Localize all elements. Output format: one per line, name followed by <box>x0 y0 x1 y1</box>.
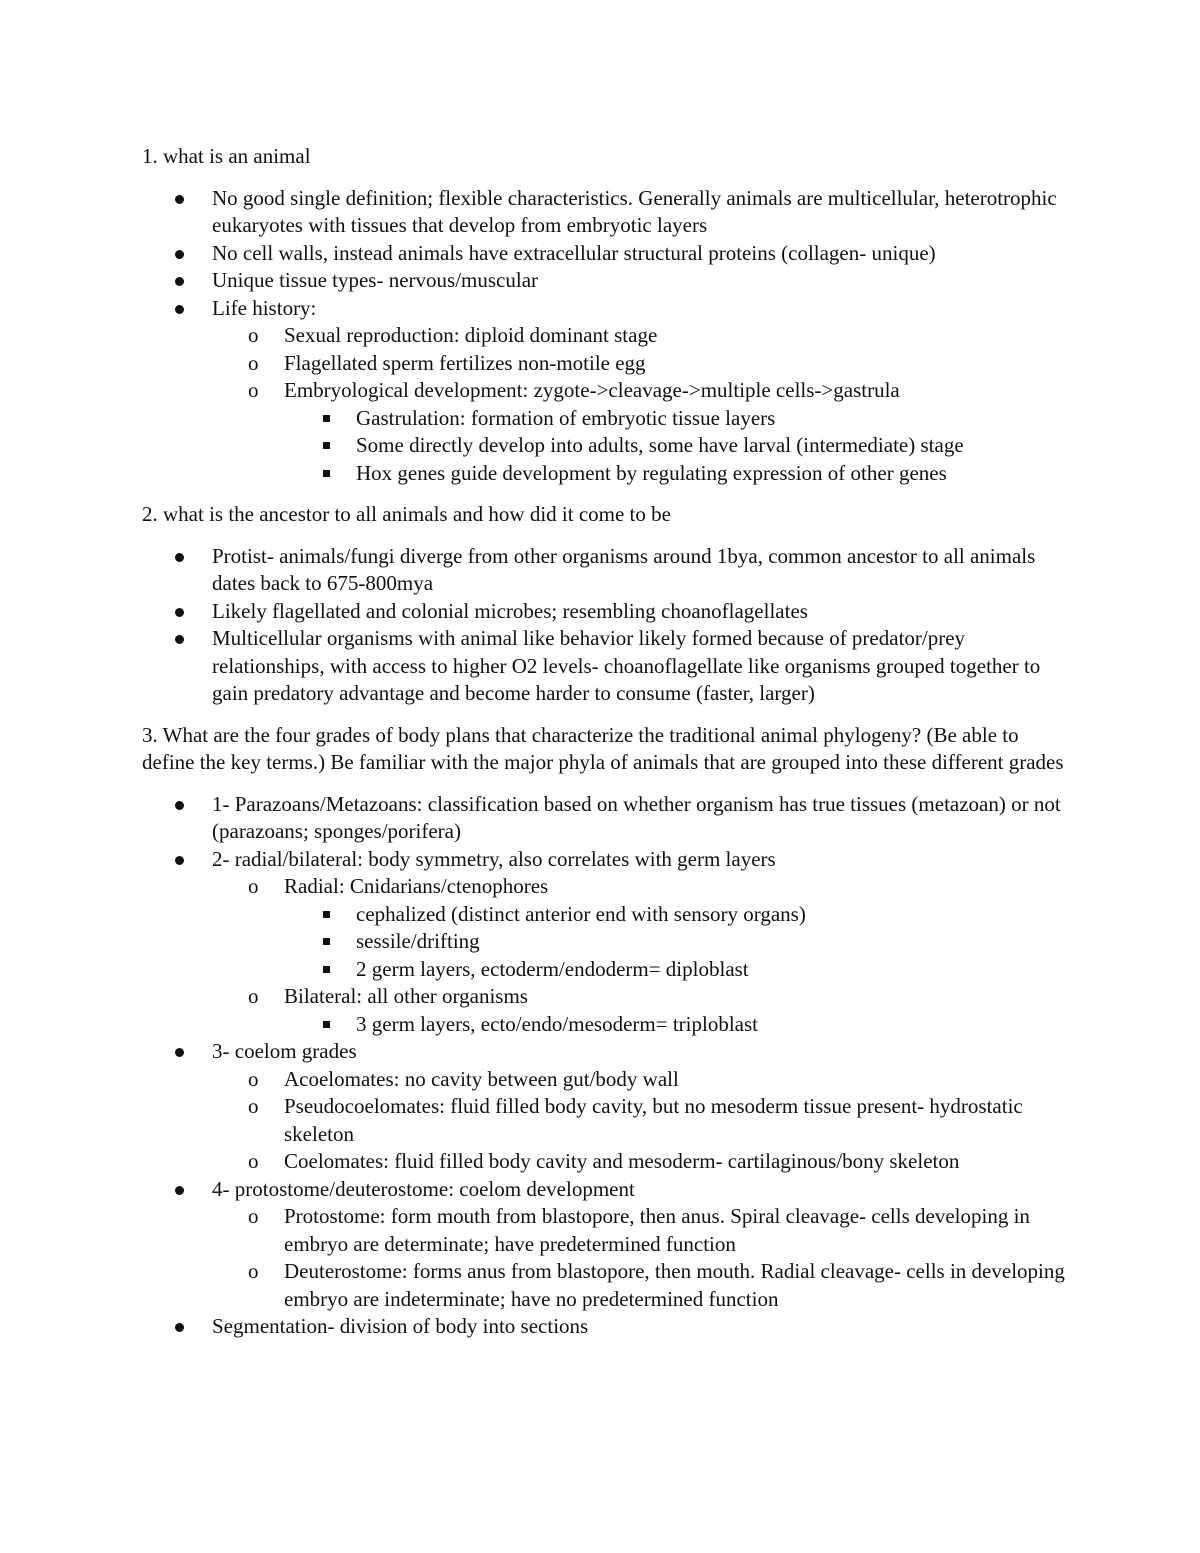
bullet-dot-icon <box>175 305 184 314</box>
list-item-text: 2 germ layers, ectoderm/endoderm= diploblast <box>356 956 749 981</box>
bullet-dot-icon <box>175 1323 184 1332</box>
list-item <box>212 377 1072 487</box>
list-item-text: Some directly develop into adults, some have larval (intermediate) stage <box>356 433 964 457</box>
study-guide-content <box>142 143 1072 1355</box>
list-item-text: Segmentation- division of body into sections <box>212 1314 589 1338</box>
list-item-text: Flagellated sperm fertilizes non-motile egg <box>284 350 646 375</box>
question-heading: 2. what is the ancestor to all animals and how did it come to be <box>142 502 671 526</box>
list-item <box>142 1176 1072 1314</box>
list-item <box>142 1038 1072 1176</box>
list-item-text: No cell walls, instead animals have extracellular structural proteins (collagen- unique) <box>212 240 936 265</box>
bullet-list-level-3 <box>354 901 1072 984</box>
list-item-text: Gastrulation: formation of embryotic tissue layers <box>356 405 776 430</box>
list-item-text: Embryological development: zygote->cleavage->multiple cells->gastrula <box>284 378 900 402</box>
bullet-circle-icon: o <box>248 984 259 1008</box>
bullet-dot-icon <box>175 277 184 286</box>
list-item-text: 2- radial/bilateral: body symmetry, also correlates with germ layers <box>212 846 776 871</box>
list-item <box>142 846 1072 1039</box>
bullet-circle-icon: o <box>248 323 259 347</box>
list-item <box>284 901 1072 929</box>
bullet-circle-icon: o <box>248 1204 259 1228</box>
bullet-list-level-2 <box>248 873 1072 1038</box>
bullet-circle-icon: o <box>248 1259 259 1283</box>
question-heading: 3. What are the four grades of body plans that characterize the traditional animal phylogeny? (Be able to define the key terms.) Be familiar with the major phyla of animals that are grouped into these different grades <box>142 722 1064 774</box>
bullet-square-icon <box>323 938 330 945</box>
bullet-square-icon <box>323 911 330 918</box>
list-item <box>212 350 1072 378</box>
bullet-list-level-2 <box>248 1066 1072 1176</box>
list-item <box>284 928 1072 956</box>
bullet-square-icon <box>323 442 330 449</box>
list-item <box>142 240 1072 268</box>
list-item <box>284 460 1072 488</box>
bullet-dot-icon <box>175 250 184 259</box>
bullet-circle-icon: o <box>248 874 259 898</box>
bullet-list-level-3 <box>354 1011 1072 1039</box>
question-heading: 1. what is an animal <box>142 144 311 168</box>
bullet-circle-icon: o <box>248 1149 259 1173</box>
list-item <box>142 185 1072 240</box>
list-item <box>212 1093 1072 1148</box>
list-item <box>212 983 1072 1038</box>
list-item <box>284 432 1072 460</box>
list-item-text: Pseudocoelomates: fluid filled body cavity, but no mesoderm tissue present- hydrostatic skeleton <box>284 1094 1023 1146</box>
list-item-text: Acoelomates: no cavity between gut/body wall <box>284 1066 679 1091</box>
bullet-square-icon <box>323 415 330 422</box>
list-item <box>212 1148 1072 1176</box>
bullet-square-icon <box>323 1021 330 1028</box>
list-item-text: No good single definition; flexible characteristics. Generally animals are multicellular, heterotrophic eukaryotes with tissues that develop from embryotic layers <box>212 185 1057 237</box>
list-item <box>212 1066 1072 1094</box>
list-item <box>212 1258 1072 1313</box>
bullet-list-level-1 <box>142 185 1072 488</box>
list-item-text: cephalized (distinct anterior end with sensory organs) <box>356 901 806 926</box>
list-item <box>142 791 1072 846</box>
list-item <box>284 1011 1072 1039</box>
bullet-list-level-3 <box>354 405 1072 488</box>
list-item <box>142 1313 1072 1341</box>
bullet-circle-icon: o <box>248 1094 259 1118</box>
list-item-text: Bilateral: all other organisms <box>284 984 528 1008</box>
list-item-text: Multicellular organisms with animal like behavior likely formed because of predator/prey relationships, with access to higher O2 levels- choanoflagellate like organisms grouped together to gain predatory advantage and become harder to consume (faster, larger) <box>212 626 1041 705</box>
list-item <box>142 267 1072 295</box>
bullet-dot-icon <box>175 608 184 617</box>
list-item-text: Radial: Cnidarians/ctenophores <box>284 874 549 898</box>
list-item-text: sessile/drifting <box>356 929 480 953</box>
list-item-text: 4- protostome/deuterostome: coelom development <box>212 1176 635 1201</box>
list-item <box>142 295 1072 488</box>
list-item-text: 3 germ layers, ecto/endo/mesoderm= triploblast <box>356 1011 758 1036</box>
bullet-square-icon <box>323 966 330 973</box>
list-item-text: 3- coelom grades <box>212 1039 357 1063</box>
bullet-list-level-1 <box>142 791 1072 1341</box>
list-item-text: 1- Parazoans/Metazoans: classification based on whether organism has true tissues (metazoan) or not (parazoans; sponges/porifera) <box>212 791 1061 843</box>
list-item-text: Sexual reproduction: diploid dominant stage <box>284 323 658 347</box>
bullet-dot-icon <box>175 1186 184 1195</box>
bullet-dot-icon <box>175 801 184 810</box>
list-item-text: Life history: <box>212 295 317 320</box>
list-item-text: Protist- animals/fungi diverge from other organisms around 1bya, common ancestor to all animals dates back to 675-800mya <box>212 543 1036 595</box>
bullet-list-level-2 <box>248 322 1072 487</box>
bullet-dot-icon <box>175 195 184 204</box>
list-item <box>284 405 1072 433</box>
bullet-list-level-1 <box>142 543 1072 708</box>
list-item-text: Hox genes guide development by regulating expression of other genes <box>356 460 947 485</box>
list-item-text: Likely flagellated and colonial microbes; resembling choanoflagellates <box>212 598 808 623</box>
bullet-circle-icon: o <box>248 1066 259 1091</box>
list-item <box>212 1203 1072 1258</box>
bullet-dot-icon <box>175 635 184 644</box>
list-item-text: Coelomates: fluid filled body cavity and mesoderm- cartilaginous/bony skeleton <box>284 1149 960 1173</box>
list-item <box>284 956 1072 984</box>
list-item-text: Unique tissue types- nervous/muscular <box>212 268 539 292</box>
list-item-text: Deuterostome: forms anus from blastopore, then mouth. Radial cleavage- cells in developing embryo are indeterminate; have no predetermined function <box>284 1259 1065 1311</box>
list-item-text: Protostome: form mouth from blastopore, then anus. Spiral cleavage- cells developing in embryo are determinate; have predetermined function <box>284 1204 1030 1256</box>
bullet-square-icon <box>323 470 330 477</box>
list-item <box>142 598 1072 626</box>
list-item <box>212 322 1072 350</box>
bullet-dot-icon <box>175 856 184 865</box>
list-item <box>212 873 1072 983</box>
bullet-circle-icon: o <box>248 350 259 375</box>
bullet-dot-icon <box>175 553 184 562</box>
bullet-dot-icon <box>175 1048 184 1057</box>
bullet-circle-icon: o <box>248 378 259 402</box>
list-item <box>142 625 1072 708</box>
bullet-list-level-2 <box>248 1203 1072 1313</box>
list-item <box>142 543 1072 598</box>
